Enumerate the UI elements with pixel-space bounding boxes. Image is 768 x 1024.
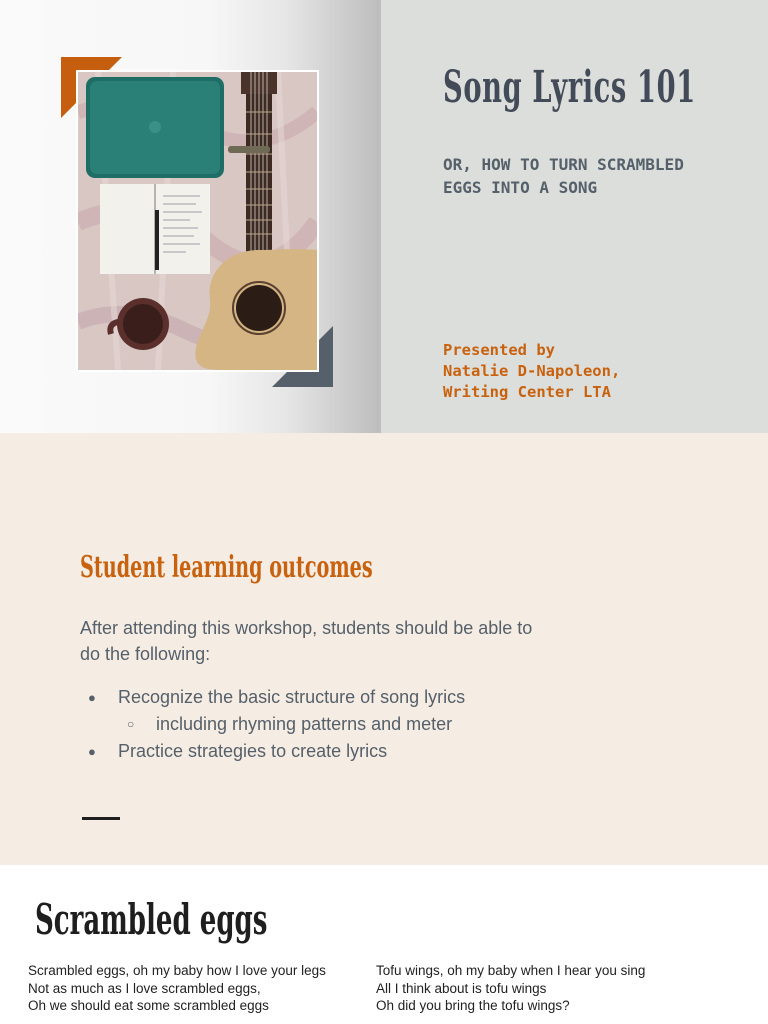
- lyric-line: Scrambled eggs, oh my baby how I love your legs: [28, 963, 326, 978]
- lyrics-column-right: [376, 962, 645, 1015]
- divider-dash: [82, 817, 120, 820]
- presentation-subtitle: [443, 153, 753, 199]
- guitar-photo: [76, 70, 319, 372]
- slide-heading: Student learning outcomes: [80, 550, 373, 585]
- scrambled-eggs-slide: [0, 865, 768, 1024]
- presenter-credit: [443, 340, 753, 403]
- title-slide: [0, 0, 768, 433]
- intro-line: do the following:: [80, 644, 211, 664]
- lyric-line: Oh did you bring the tofu wings?: [376, 998, 570, 1013]
- bullet-icon: ●: [88, 690, 96, 705]
- lyric-line: Oh we should eat some scrambled eggs: [28, 998, 269, 1013]
- slide-heading: Scrambled eggs: [35, 895, 268, 944]
- learning-outcomes-slide: [0, 433, 768, 865]
- list-item-text: Practice strategies to create lyrics: [118, 741, 388, 761]
- image-panel: [0, 0, 381, 433]
- sub-list-item-text: including rhyming patterns and meter: [156, 714, 453, 734]
- outcomes-list: [80, 684, 640, 765]
- lyric-line: Not as much as I love scrambled eggs,: [28, 980, 261, 996]
- bullet-icon: ●: [88, 744, 96, 759]
- sub-bullet-icon: ○: [127, 717, 135, 731]
- list-item-text: Recognize the basic structure of song lyrics: [118, 687, 466, 707]
- subtitle-line: OR, HOW TO TURN SCRAMBLED: [443, 155, 684, 174]
- subtitle-line: EGGS INTO A SONG: [443, 178, 598, 197]
- sub-list-item: [80, 711, 640, 738]
- list-item: [80, 738, 640, 765]
- lyric-line: All I think about is tofu wings: [376, 980, 547, 996]
- lyric-line: Tofu wings, oh my baby when I hear you sing: [376, 963, 646, 978]
- presentation-title: Song Lyrics 101: [443, 62, 696, 113]
- lyrics-column-left: [28, 962, 326, 1015]
- intro-paragraph: [80, 615, 600, 667]
- intro-line: After attending this workshop, students should be able to: [80, 618, 533, 638]
- list-item: [80, 684, 640, 711]
- presenter-role: Writing Center LTA: [443, 383, 611, 401]
- presenter-line: Presented by: [443, 341, 555, 359]
- presenter-name: Natalie D-Napoleon,: [443, 362, 621, 380]
